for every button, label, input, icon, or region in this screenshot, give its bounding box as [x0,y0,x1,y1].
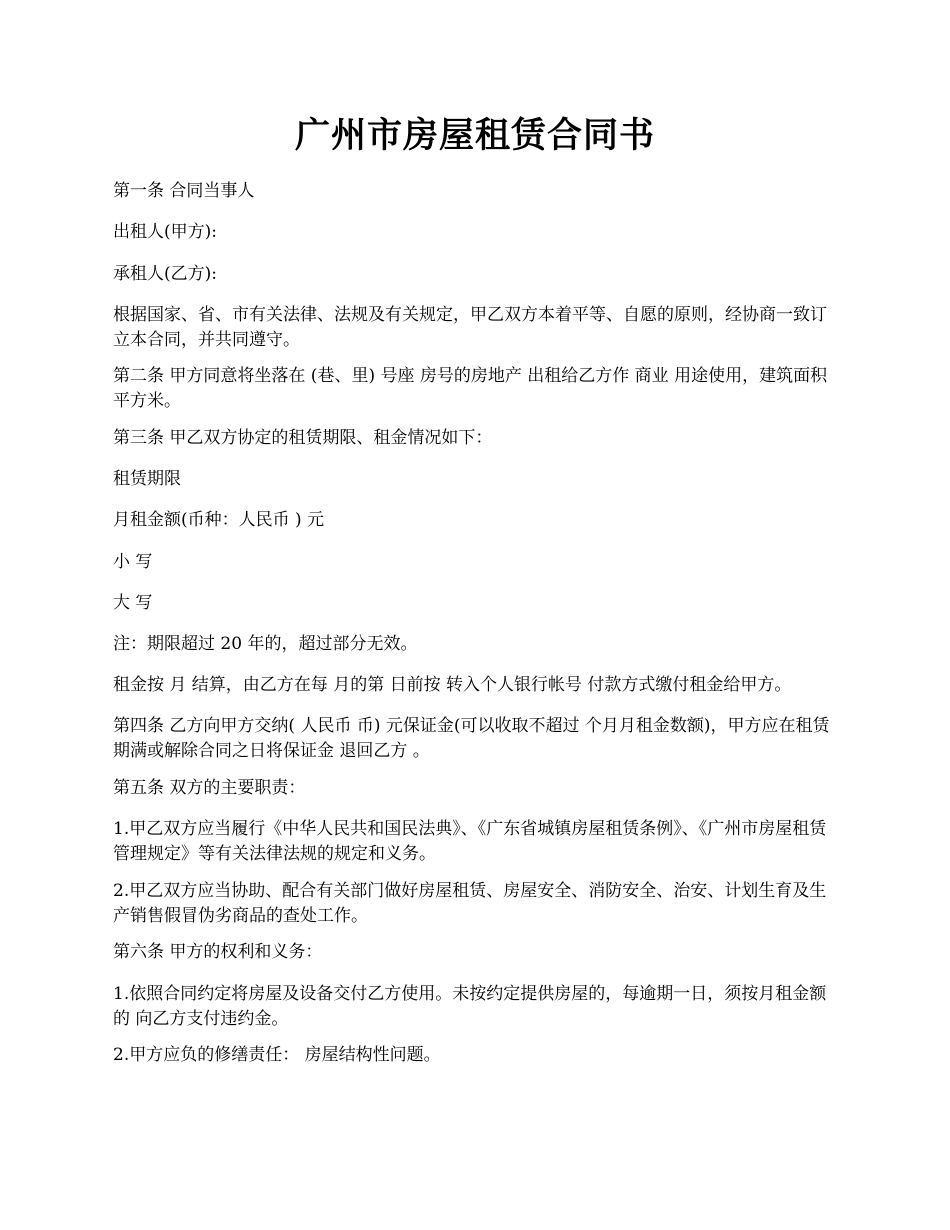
article-6-item-1: 1.依照合同约定将房屋及设备交付乙方使用。未按约定提供房屋的，每逾期一日，须按月租金额的 向乙方支付违约金。 [113,984,827,1029]
preamble-paragraph: 根据国家、省、市有关法律、法规及有关规定，甲乙双方本着平等、自愿的原则，经协商一致订立本合同，并共同遵守。 [113,305,827,350]
article-6-heading: 第六条 甲方的权利和义务： [113,942,323,962]
article-1-heading: 第一条 合同当事人 [113,181,255,201]
lessor-line: 出租人(甲方): [113,222,217,242]
article-5-item-1: 1.甲乙双方应当履行《中华人民共和国民法典》、《广东省城镇房屋租赁条例》、《广州市房屋租赁管理规定》等有关法律法规的规定和义务。 [113,819,827,864]
lessee-line: 承租人(乙方): [113,264,217,284]
rent-settlement-paragraph: 租金按 月 结算，由乙方在每 月的第 日前按 转入个人银行帐号 付款方式缴付租金给甲方。 [113,675,792,695]
article-5-heading: 第五条 双方的主要职责： [113,778,306,798]
lowercase-amount-line: 小 写 [113,552,153,572]
article-4-paragraph: 第四条 乙方向甲方交纳( 人民币 币) 元保证金(可以收取不超过 个月月租金数额)，甲方应在租赁期满或解除合同之日将保证金 退回乙方 。 [113,716,830,761]
document-title: 广州市房屋租赁合同书 [294,115,655,156]
article-5-item-2: 2.甲乙双方应当协助、配合有关部门做好房屋租赁、房屋安全、消防安全、治安、计划生育及生产销售假冒伪劣商品的查处工作。 [113,881,827,926]
uppercase-amount-line: 大 写 [113,593,153,613]
article-6-item-2: 2.甲方应负的修缮责任： 房屋结构性问题。 [113,1045,441,1065]
article-2-paragraph: 第二条 甲方同意将坐落在 (巷、里) 号座 房号的房地产 出租给乙方作 商业 用途使用，建筑面积 平方米。 [113,366,828,411]
lease-term-label: 租赁期限 [113,469,181,489]
term-note: 注：期限超过 20 年的，超过部分无效。 [113,634,418,654]
article-3-heading: 第三条 甲乙双方协定的租赁期限、租金情况如下： [113,428,493,448]
monthly-rent-line: 月租金额(币种：人民币 ) 元 [113,510,325,530]
